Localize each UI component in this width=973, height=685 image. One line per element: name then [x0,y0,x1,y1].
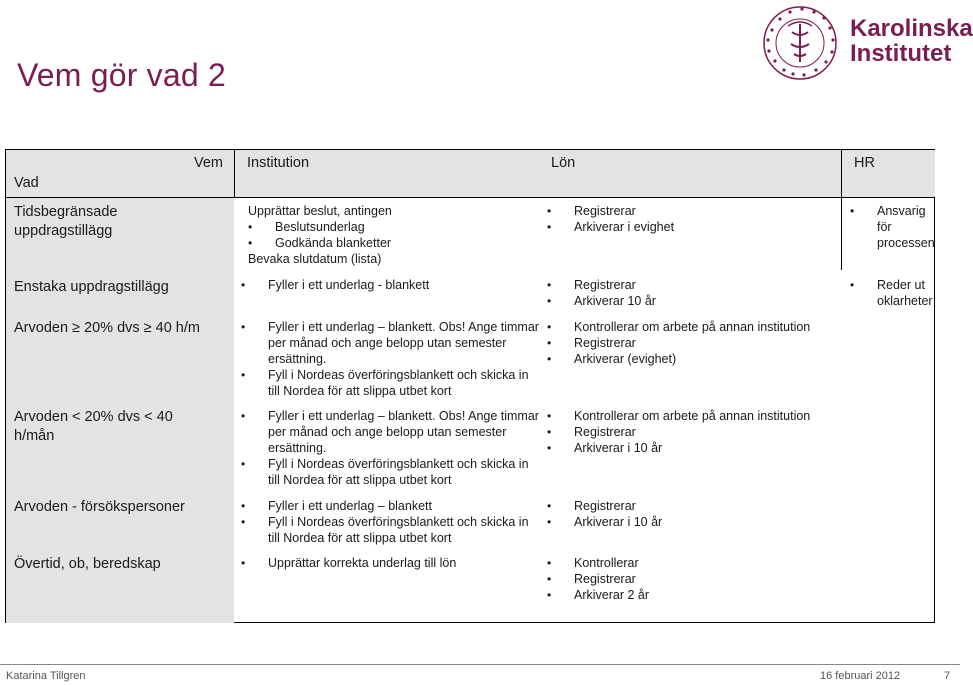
list-item: • Fyller i ett underlag - blankett [241,277,541,293]
list-item: • Upprättar korrekta underlag till lön [241,555,541,571]
list-item: • Godkända blanketter [248,235,538,251]
list-item: • Arkiverar 10 år [547,293,837,309]
row1-hr [850,203,934,251]
list-item: • Ansvarig för processen [850,203,934,251]
row-label-arvoden-over: Arvoden ≥ 20% dvs ≥ 40 h/m [14,320,200,336]
header-vem: Vem [194,155,224,171]
list-item: • Kontrollerar om arbete på annan institution [547,319,847,335]
row2-lon [547,277,837,309]
row6-institution [241,555,541,571]
row-label-arvoden-under: Arvoden < 20% dvs < 40 h/mån [14,409,173,444]
responsibility-table [5,149,935,623]
row5-institution [241,498,541,546]
list-item: • Reder ut oklarheter [850,277,934,309]
list-item: • Kontrollerar [547,555,837,571]
karolinska-logo [758,4,973,82]
row6-lon [547,555,837,603]
footer-divider [0,664,960,665]
logo-wordmark: Karolinska Institutet [850,15,973,67]
list-item: • Kontrollerar om arbete på annan institution [547,408,847,424]
list-item: • Arkiverar 2 år [547,587,837,603]
list-item: • Fyller i ett underlag – blankett. Obs! Ange timmar per månad och ange belopp utan semester ersättning. [241,319,541,367]
list-item: • Registrerar [547,277,837,293]
institution-text: Bevaka slutdatum (lista) [248,252,382,266]
row3-institution [241,319,541,399]
list-item: • Arkiverar i 10 år [547,440,847,456]
row-label-overtid: Övertid, ob, beredskap [14,556,161,572]
row4-institution [241,408,541,488]
list-item: • Registrerar [547,203,837,219]
row-label-tidsbegransade: Tidsbegränsade uppdragstillägg [14,204,118,239]
row3-lon [547,319,847,367]
row4-lon [547,408,847,456]
institution-text: Upprättar beslut, antingen [248,204,392,218]
list-item: • Fyller i ett underlag – blankett. Obs! Ange timmar per månad och ange belopp utan semester ersättning. [241,408,541,456]
seal-icon [758,4,848,82]
hr-divider [841,150,842,270]
list-item: • Arkiverar i evighet [547,219,837,235]
header-bg [234,150,935,197]
row-label-enstaka: Enstaka uppdragstillägg [14,279,169,295]
list-item: • Registrerar [547,498,837,514]
list-item: • Registrerar [547,571,837,587]
slide-title: Vem gör vad 2 [17,57,226,93]
list-item: • Fyller i ett underlag – blankett [241,498,541,514]
row-label-forsokspersoner: Arvoden - försökspersoner [14,499,185,515]
list-item: • Fyll i Nordeas överföringsblankett och skicka in till Nordea för att slippa utbet kort [241,456,541,488]
footer-page-number: 7 [944,670,951,682]
header-hr: HR [854,155,875,171]
list-item: • Fyll i Nordeas överföringsblankett och skicka in till Nordea för att slippa utbet kort [241,514,541,546]
header-divider [6,197,935,198]
header-institution: Institution [247,155,310,171]
row1-lon [547,203,837,235]
list-item: • Registrerar [547,424,847,440]
list-item: • Registrerar [547,335,847,351]
header-vad: Vad [14,175,39,191]
list-item: • Beslutsunderlag [248,219,538,235]
list-item: • Fyll i Nordeas överföringsblankett och skicka in till Nordea för att slippa utbet kort [241,367,541,399]
footer-date: 16 februari 2012 [820,670,901,682]
row2-hr [850,277,934,309]
footer-author: Katarina Tillgren [6,670,86,682]
row5-lon [547,498,837,530]
row2-institution [241,277,541,293]
list-item: • Arkiverar i 10 år [547,514,837,530]
row1-institution [248,203,538,267]
header-lon: Lön [551,155,576,171]
institution-bullets [248,219,538,251]
vem-divider [234,150,235,197]
list-item: • Arkiverar (evighet) [547,351,847,367]
